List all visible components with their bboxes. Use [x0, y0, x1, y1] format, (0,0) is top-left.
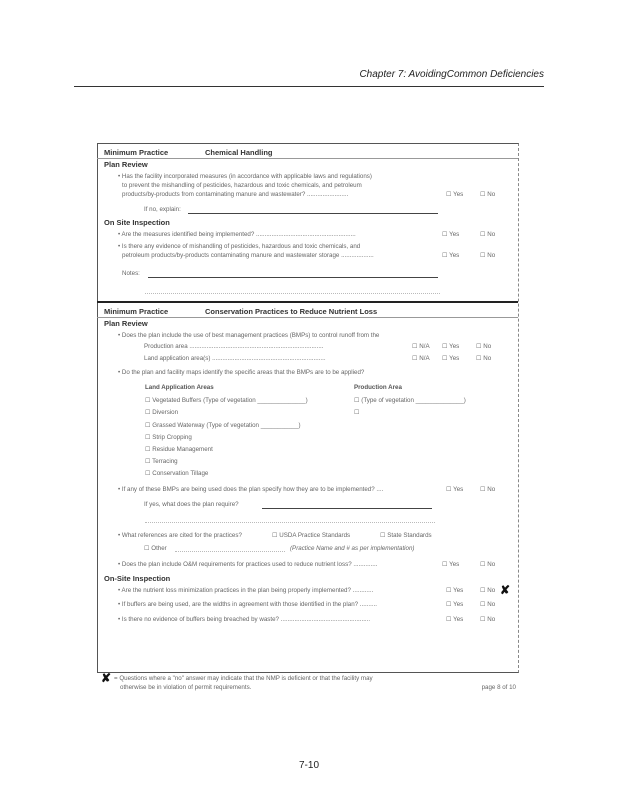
question-text: • If any of these BMPs are being used does the plan specify how they are to be implemented? .... — [118, 486, 384, 493]
reference-option[interactable]: ☐ USDA Practice Standards — [272, 532, 351, 539]
no-checkbox[interactable]: ☐ No — [480, 561, 496, 568]
if-yes-line — [145, 522, 435, 523]
other-field[interactable] — [175, 551, 285, 552]
practice-title: Chemical Handling — [205, 148, 273, 157]
production-option[interactable]: ☐ — [354, 409, 360, 416]
practice-title: Conservation Practices to Reduce Nutrient Loss — [205, 307, 378, 316]
if-yes-field[interactable] — [262, 508, 432, 509]
question-text: • Is there no evidence of buffers being breached by waste? .................................................... — [118, 616, 371, 623]
notes-label: Notes: — [122, 270, 140, 277]
no-checkbox[interactable]: ☐ No — [476, 343, 492, 350]
explain-field[interactable] — [188, 213, 438, 214]
footnote-text: = Questions where a "no" answer may indicate that the NMP is deficient or that the facility may — [114, 675, 373, 682]
question-text: Land application area(s) .................................................................. — [144, 355, 326, 362]
reference-option[interactable]: ☐ Other — [144, 545, 167, 552]
no-checkbox[interactable]: ☐ No — [480, 231, 496, 238]
yes-checkbox[interactable]: ☐ Yes — [442, 252, 460, 259]
if-yes-label: If yes, what does the plan require? — [144, 501, 239, 508]
section-onsite: On Site Inspection — [104, 218, 170, 227]
question-text: to prevent the mishandling of pesticides, hazardous and toxic chemicals, and petroleum — [122, 182, 362, 189]
question-text: • If buffers are being used, are the widths in agreement with those identified in the plan? .......... — [118, 601, 377, 608]
no-checkbox[interactable]: ☐ No — [480, 191, 496, 198]
land-option[interactable]: ☐ Diversion — [145, 409, 179, 416]
question-text: • Are the measures identified being implemented? .......................................................... — [118, 231, 356, 238]
land-option[interactable]: ☐ Strip Cropping — [145, 434, 192, 441]
yes-checkbox[interactable]: ☐ Yes — [442, 231, 460, 238]
yes-checkbox[interactable]: ☐ Yes — [446, 191, 464, 198]
production-heading: Production Area — [354, 384, 402, 391]
footnote-text: otherwise be in violation of permit requirements. — [120, 684, 252, 691]
yes-checkbox[interactable]: ☐ Yes — [442, 343, 460, 350]
na-checkbox[interactable]: ☐ N/A — [412, 343, 430, 350]
no-checkbox[interactable]: ☐ No — [476, 355, 492, 362]
no-checkbox[interactable]: ☐ No — [480, 587, 496, 594]
reference-option[interactable]: ☐ State Standards — [380, 532, 432, 539]
deficiency-mark-icon: ✘ — [101, 671, 112, 685]
notes-field[interactable] — [148, 277, 438, 278]
page-number: 7-10 — [298, 760, 319, 771]
header-rule — [74, 86, 544, 87]
land-option[interactable]: ☐ Conservation Tillage — [145, 470, 209, 477]
no-checkbox[interactable]: ☐ No — [480, 252, 496, 259]
land-option[interactable]: ☐ Terracing — [145, 458, 178, 465]
question-text: • Has the facility incorporated measures (in accordance with applicable laws and regulations) — [118, 173, 372, 180]
section-plan-review: Plan Review — [104, 319, 148, 328]
min-practice-label: Minimum Practice — [104, 307, 169, 316]
yes-checkbox[interactable]: ☐ Yes — [446, 486, 464, 493]
land-option[interactable]: ☐ Residue Management — [145, 446, 213, 453]
section-onsite: On-Site Inspection — [104, 574, 171, 583]
question-text: • Is there any evidence of mishandling of pesticides, hazardous and toxic chemicals, and — [118, 243, 361, 250]
question-text: • Do the plan and facility maps identify the specific areas that the BMPs are to be applied? — [118, 369, 365, 376]
yes-checkbox[interactable]: ☐ Yes — [446, 587, 464, 594]
question-text: petroleum products/by-products contaminating manure and wastewater storage ................... — [122, 252, 374, 259]
deficiency-mark-icon: ✘ — [500, 583, 511, 597]
land-heading: Land Application Areas — [145, 384, 214, 391]
question-text: • Does the plan include O&M requirements for practices used to reduce nutrient loss? .............. — [118, 561, 378, 568]
section-plan-review: Plan Review — [104, 160, 148, 169]
land-option[interactable]: ☐ Grassed Waterway (Type of vegetation ___________) — [145, 422, 301, 429]
other-note: (Practice Name and # as per implementation) — [290, 545, 415, 552]
yes-checkbox[interactable]: ☐ Yes — [446, 601, 464, 608]
chapter-header: Chapter 7: AvoidingCommon Deficiencies — [359, 69, 544, 80]
divider — [97, 158, 518, 159]
yes-checkbox[interactable]: ☐ Yes — [442, 561, 460, 568]
question-text: products/by-products from contaminating manure and wastewater? ........................ — [122, 191, 349, 198]
na-checkbox[interactable]: ☐ N/A — [412, 355, 430, 362]
question-text: • What references are cited for the practices? — [118, 532, 242, 539]
section-divider — [97, 301, 518, 303]
no-checkbox[interactable]: ☐ No — [480, 486, 496, 493]
land-option[interactable]: ☐ Vegetated Buffers (Type of vegetation ______________) — [145, 397, 308, 404]
notes-line — [145, 293, 440, 294]
explain-label: If no, explain: — [144, 206, 181, 213]
question-text: • Are the nutrient loss minimization practices in the plan being properly implemented? ............ — [118, 587, 374, 594]
production-option[interactable]: ☐ (Type of vegetation ______________) — [354, 397, 466, 404]
form-page-number: page 8 of 10 — [481, 684, 516, 691]
question-text: • Does the plan include the use of best management practices (BMPs) to control runoff from the — [118, 332, 380, 339]
divider — [97, 317, 518, 318]
min-practice-label: Minimum Practice — [104, 148, 169, 157]
no-checkbox[interactable]: ☐ No — [480, 601, 496, 608]
yes-checkbox[interactable]: ☐ Yes — [442, 355, 460, 362]
question-text: Production area .............................................................................. — [144, 343, 324, 350]
no-checkbox[interactable]: ☐ No — [480, 616, 496, 623]
yes-checkbox[interactable]: ☐ Yes — [446, 616, 464, 623]
